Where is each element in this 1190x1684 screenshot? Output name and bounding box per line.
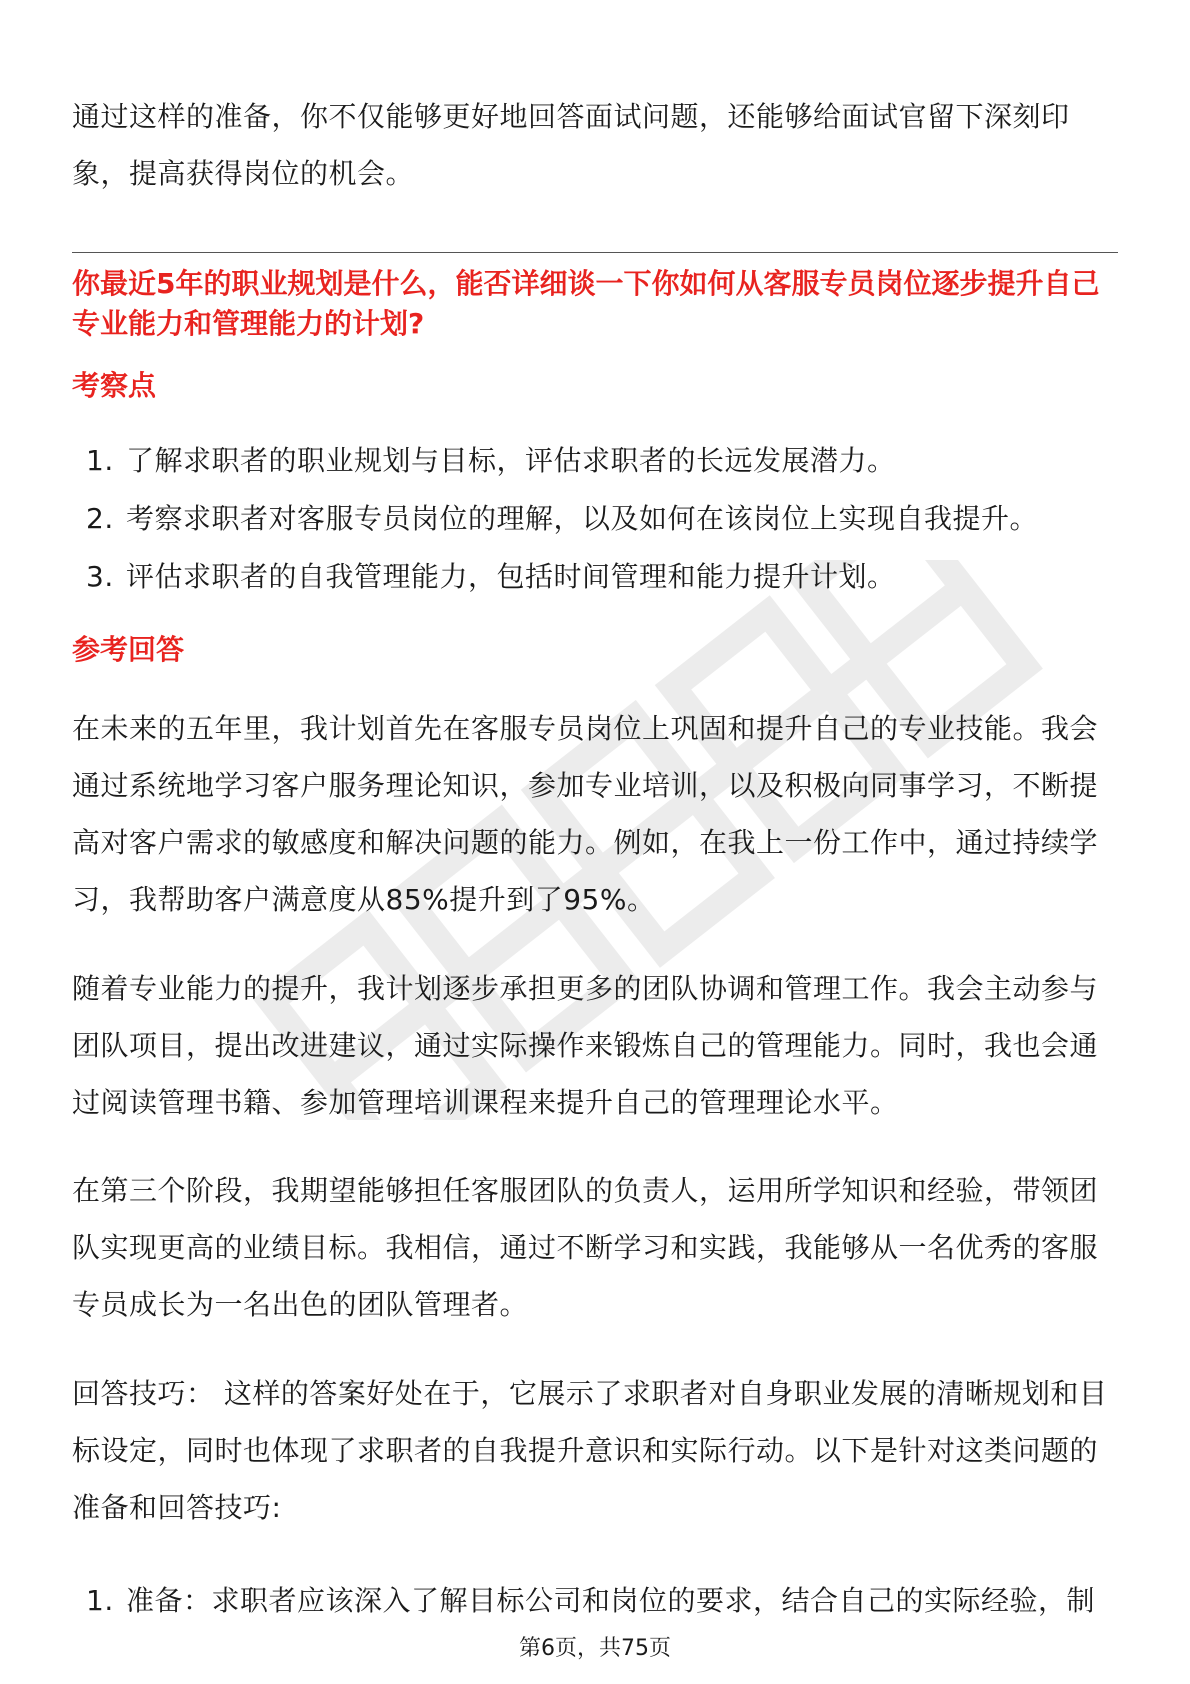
list-item [72, 1572, 1118, 1630]
list-item [72, 548, 1118, 606]
list-item-text: 考察求职者对客服专员岗位的理解，以及如何在该岗位上实现自我提升。 [126, 502, 1039, 535]
list-item-text: 准备：求职者应该深入了解目标公司和岗位的要求，结合自己的实际经验，制 [126, 1584, 1096, 1617]
question-heading: 你最近5年的职业规划是什么，能否详细谈一下你如何从客服专员岗位逐步提升自己专业能力和管理能力的计划? [72, 267, 1100, 340]
list-item-number: 2. [86, 502, 114, 535]
list-item [72, 432, 1118, 490]
examination-points-heading: 考察点 [72, 369, 157, 402]
answer-paragraph: 在第三个阶段，我期望能够担任客服团队的负责人，运用所学知识和经验，带领团队实现更高的业绩目标。我相信，通过不断学习和实践，我能够从一名优秀的客服专员成长为一名出色的团队管理者。 [72, 1174, 1099, 1321]
answer-paragraph: 随着专业能力的提升，我计划逐步承担更多的团队协调和管理工作。我会主动参与团队项目，提出改进建议，通过实际操作来锻炼自己的管理能力。同时，我也会通过阅读管理书籍、参加管理培训课程来提升自己的管理理论水平。 [72, 972, 1099, 1119]
examination-points-list [72, 432, 1118, 606]
list-item-number: 1. [86, 444, 114, 477]
list-item-number: 1. [86, 1584, 114, 1617]
answer-paragraph: 在未来的五年里，我计划首先在客服专员岗位上巩固和提升自己的专业技能。我会通过系统地学习客户服务理论知识，参加专业培训，以及积极向同事学习，不断提高对客户需求的敏感度和解决问题的能力。例如，在我上一份工作中，通过持续学习，我帮助客户满意度从85%提升到了95%。 [72, 712, 1099, 916]
list-item-text: 评估求职者的自我管理能力，包括时间管理和能力提升计划。 [126, 560, 896, 593]
page-number-footer: 第6页，共75页 [519, 1636, 671, 1661]
list-item-number: 3. [86, 560, 114, 593]
answer-tips-list [72, 1572, 1118, 1630]
answer-tips-paragraph: 回答技巧： 这样的答案好处在于，它展示了求职者对自身职业发展的清晰规划和目标设定，同时也体现了求职者的自我提升意识和实际行动。以下是针对这类问题的准备和回答技巧: [72, 1377, 1108, 1524]
list-item-text: 了解求职者的职业规划与目标，评估求职者的长远发展潜力。 [126, 444, 896, 477]
intro-paragraph: 通过这样的准备，你不仅能够更好地回答面试问题，还能够给面试官留下深刻印象，提高获得岗位的机会。 [72, 100, 1070, 190]
list-item [72, 490, 1118, 548]
reference-answer-heading: 参考回答 [72, 633, 185, 666]
section-divider [72, 252, 1118, 253]
